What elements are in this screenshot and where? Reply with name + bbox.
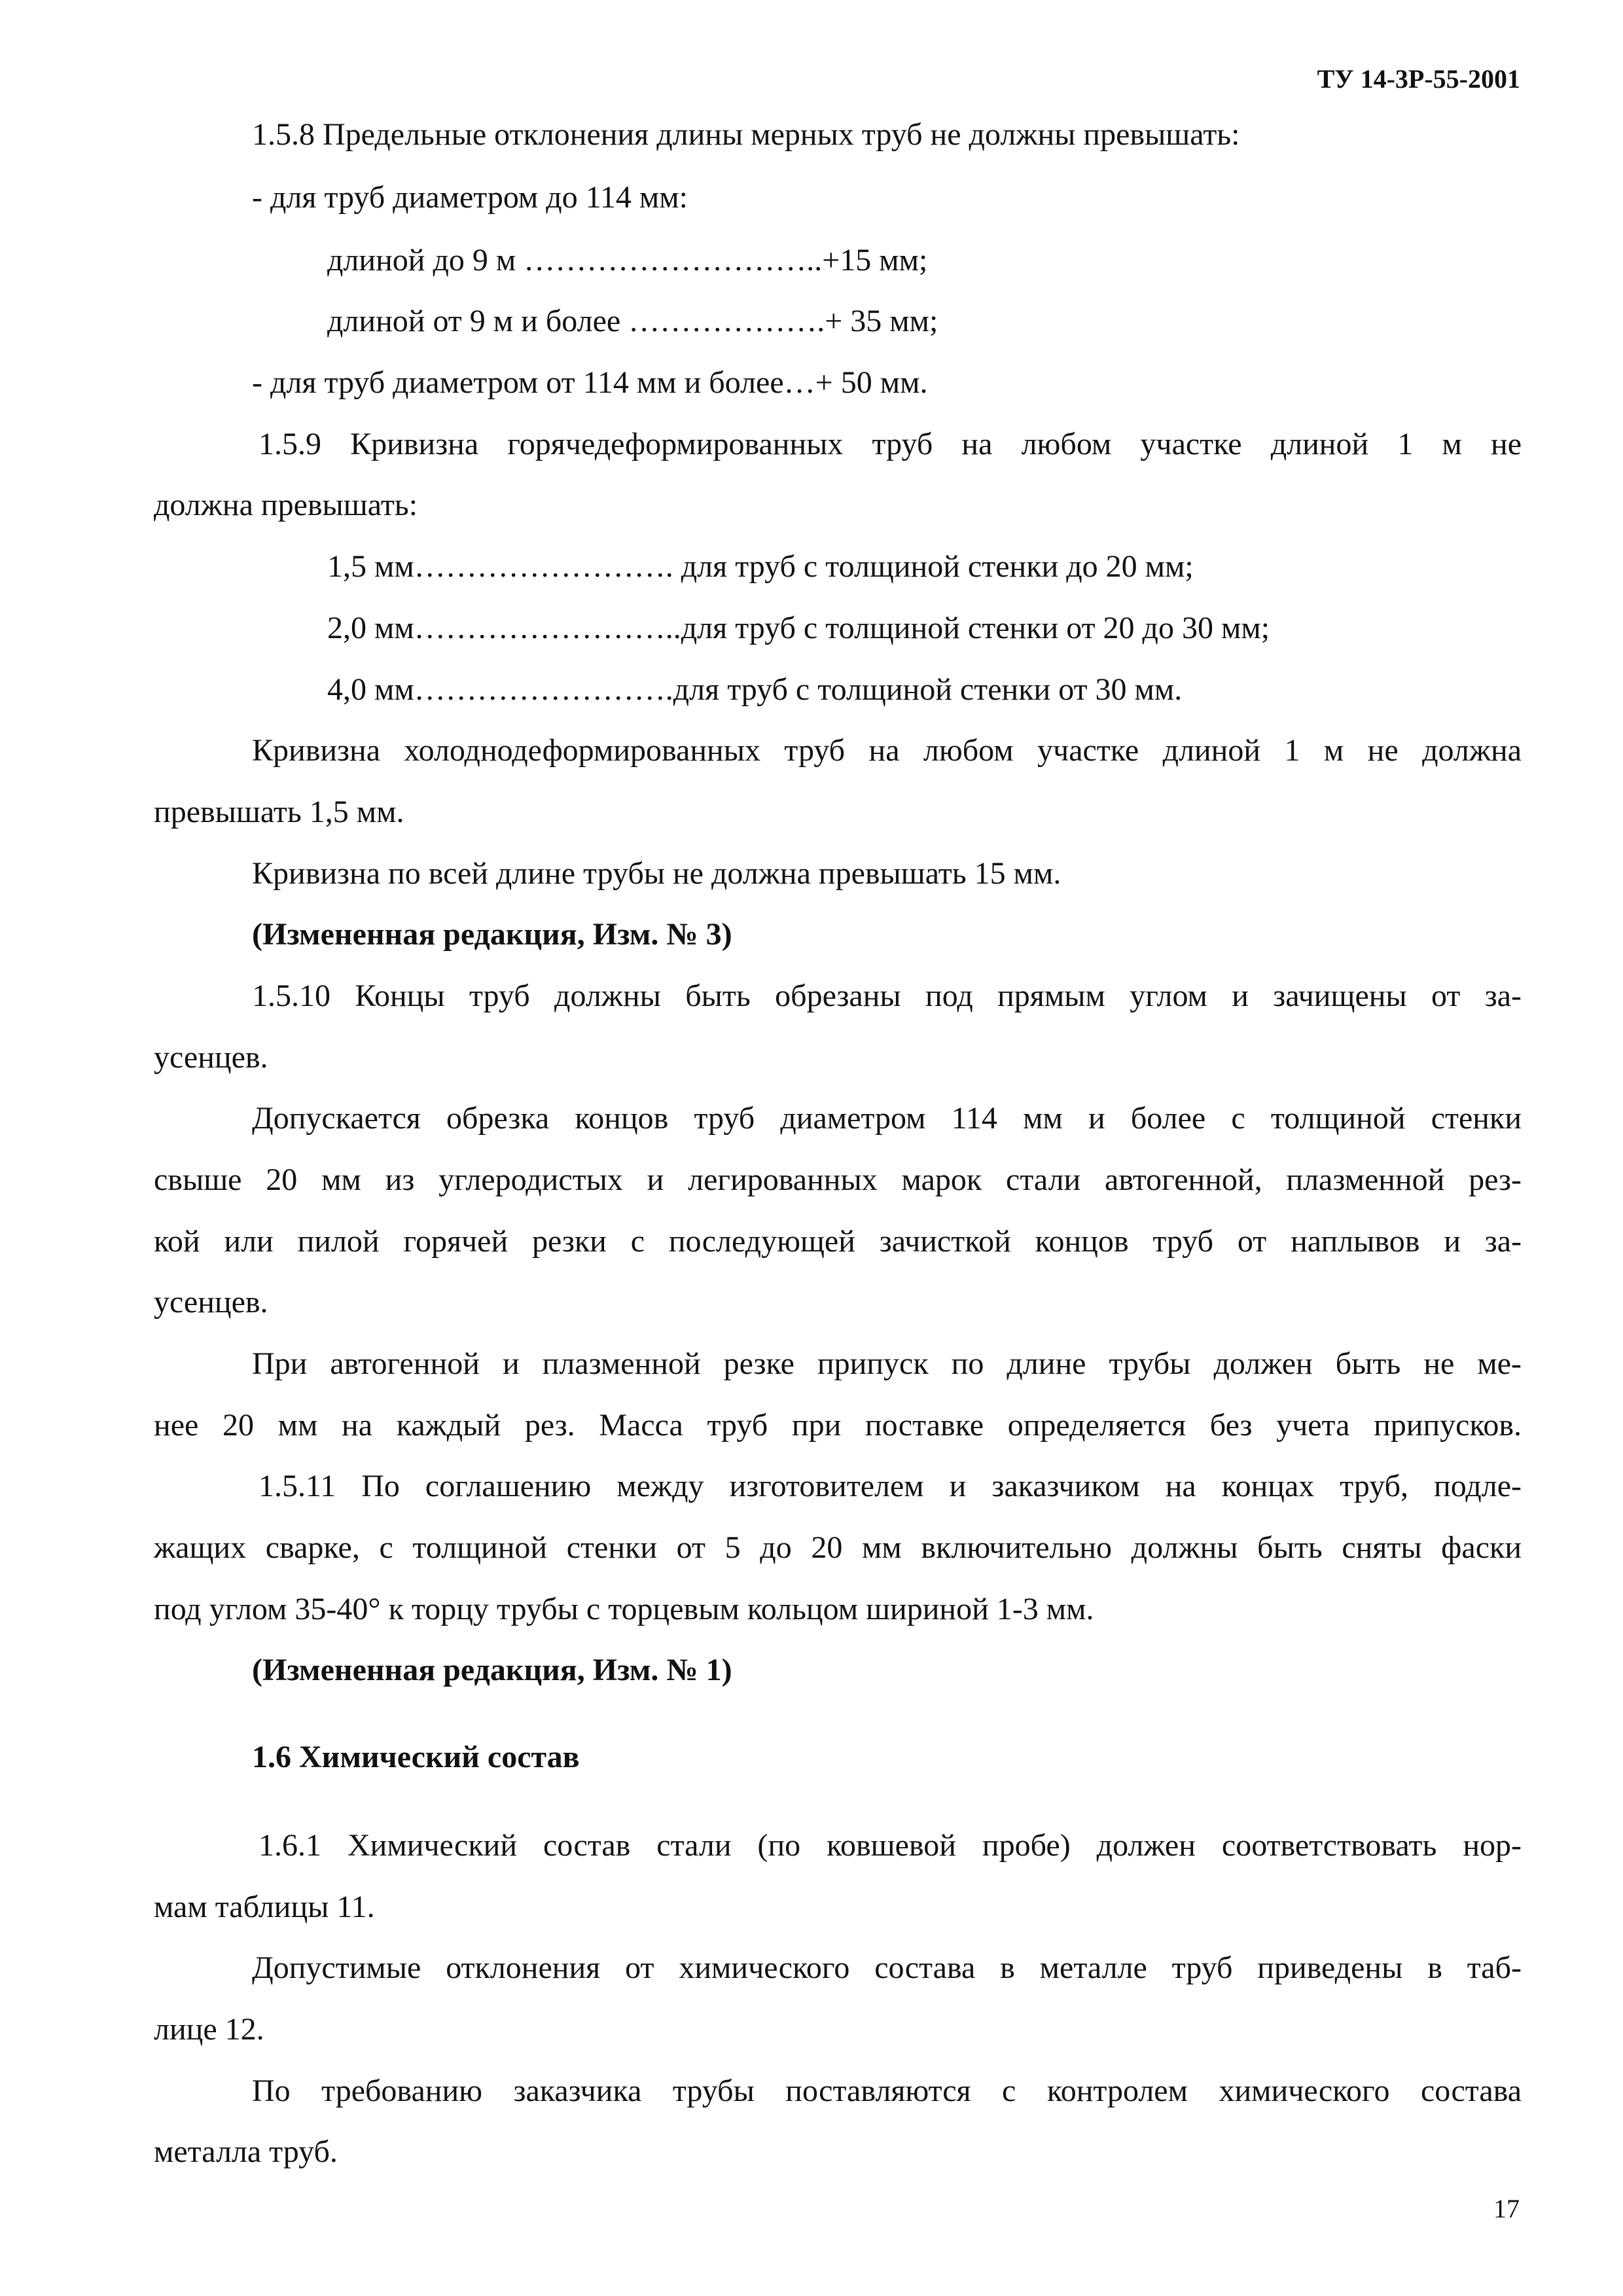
text-line: свыше 20 мм из углеродистых и легированных марок стали автогенной, плазменной рез- <box>154 1162 1522 1197</box>
text-line: 4,0 мм…………………….для труб с толщиной стенки от 30 мм. <box>327 672 1183 707</box>
text-line: По требованию заказчика трубы поставляются с контролем химического состава <box>252 2073 1522 2108</box>
text-line: 2,0 мм……………………..для труб с толщиной стенки от 20 до 30 мм; <box>327 611 1270 645</box>
revision-note: (Измененная редакция, Изм. № 1) <box>252 1653 732 1687</box>
text-line: превышать 1,5 мм. <box>154 795 404 829</box>
text-line: При автогенной и плазменной резке припуск по длине трубы должен быть не ме- <box>252 1346 1522 1381</box>
text-line: 1.5.8 Предельные отклонения длины мерных труб не должны превышать: <box>252 117 1240 152</box>
revision-note: (Измененная редакция, Изм. № 3) <box>252 917 732 952</box>
text-line: 1.6.1 Химический состав стали (по ковшевой пробе) должен соответствовать нор- <box>259 1828 1522 1863</box>
section-heading: 1.6 Химический состав <box>252 1740 580 1774</box>
text-line: Допустимые отклонения от химического состава в металле труб приведены в таб- <box>252 1950 1522 1985</box>
text-line: усенцев. <box>154 1040 268 1075</box>
text-line: Допускается обрезка концов труб диаметром 114 мм и более с толщиной стенки <box>252 1101 1522 1136</box>
text-line: должна превышать: <box>154 488 418 522</box>
text-line: Кривизна холоднодеформированных труб на любом участке длиной 1 м не должна <box>252 733 1522 768</box>
text-line: 1,5 мм……………………. для труб с толщиной стенки до 20 мм; <box>327 549 1194 584</box>
text-line: Кривизна по всей длине трубы не должна превышать 15 мм. <box>252 856 1061 891</box>
text-line: мам таблицы 11. <box>154 1890 375 1924</box>
text-line: лице 12. <box>154 2012 264 2047</box>
text-line: 1.5.11 По соглашению между изготовителем и заказчиком на концах труб, подле- <box>259 1469 1522 1503</box>
text-line: под углом 35-40° к торцу трубы с торцевым кольцом шириной 1-3 мм. <box>154 1592 1094 1626</box>
document-code: ТУ 14-3Р-55-2001 <box>1317 64 1520 94</box>
text-line: - для труб диаметром от 114 мм и более…+ 50 мм. <box>252 365 928 400</box>
text-line: жащих сварке, с толщиной стенки от 5 до 20 мм включительно должны быть сняты фаски <box>154 1530 1522 1565</box>
text-line: металла труб. <box>154 2134 338 2169</box>
text-line: 1.5.9 Кривизна горячедеформированных труб на любом участке длиной 1 м не <box>259 427 1522 461</box>
text-line: кой или пилой горячей резки с последующей зачисткой концов труб от наплывов и за- <box>154 1224 1522 1259</box>
text-line: длиной до 9 м ………………………..+15 мм; <box>327 243 928 278</box>
text-line: 1.5.10 Концы труб должны быть обрезаны под прямым углом и зачищены от за- <box>252 978 1522 1013</box>
text-line: - для труб диаметром до 114 мм: <box>252 180 688 215</box>
text-line: длиной от 9 м и более ……………….+ 35 мм; <box>327 304 938 338</box>
page-number: 17 <box>1493 2194 1520 2223</box>
text-line: нее 20 мм на каждый рез. Масса труб при поставке определяется без учета припусков. <box>154 1408 1522 1443</box>
text-line: усенцев. <box>154 1285 268 1319</box>
